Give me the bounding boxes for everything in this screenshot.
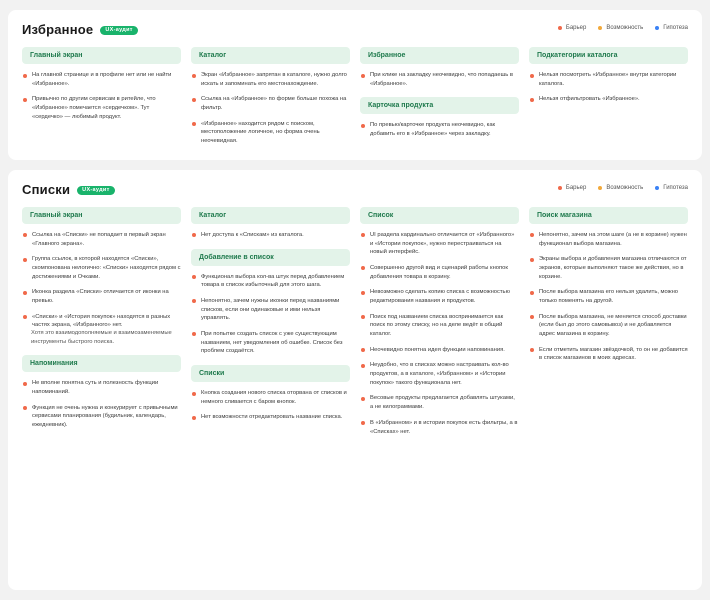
legend	[558, 185, 688, 191]
bullet-icon	[530, 98, 534, 102]
list-item	[361, 121, 519, 138]
list-item	[192, 297, 350, 323]
list-item	[530, 346, 688, 363]
bullet-icon	[530, 233, 534, 237]
bullet-icon	[530, 258, 534, 262]
status-badge: UX-аудит	[100, 26, 137, 36]
card-favorites	[8, 10, 702, 160]
bullet-icon	[361, 421, 365, 425]
item-text: При попытке создать список с уже существующим названием, нет уведомления об ошибке. Список без проблем создаётся.	[201, 330, 343, 355]
list-item	[361, 361, 519, 387]
bullet-icon	[192, 299, 196, 303]
items	[191, 71, 350, 146]
column	[529, 47, 688, 146]
list-item	[361, 264, 519, 281]
group-heading: Напоминания	[22, 355, 181, 372]
group	[191, 365, 350, 422]
item-text: Привычно по другим сервисам в ритейле, что «Избранное» помечается «сердечком». Тут «сердечко» — любимый продукт.	[32, 96, 156, 120]
legend-item-hypothesis	[655, 25, 688, 31]
bullet-icon	[23, 233, 27, 237]
column	[360, 47, 519, 146]
group-heading: Главный экран	[22, 207, 181, 224]
item-text: Совершенно другой вид и сценарий работы кнопок добавления товара в корзину.	[370, 264, 508, 280]
card-lists	[8, 170, 702, 590]
items	[22, 379, 181, 429]
bullet-icon	[192, 275, 196, 279]
list-item	[23, 288, 181, 305]
items	[191, 231, 350, 240]
column	[191, 47, 350, 146]
list-item	[192, 71, 350, 88]
bullet-icon	[23, 315, 27, 319]
items	[22, 231, 181, 330]
list-item	[192, 95, 350, 112]
legend-item-opportunity	[598, 185, 643, 191]
list-item	[192, 231, 350, 240]
bullet-icon	[192, 74, 196, 78]
items	[529, 231, 688, 363]
item-text: В «Избранном» и в истории покупок есть фильтры, а в «Списках» нет.	[370, 419, 518, 435]
items	[191, 389, 350, 422]
items	[529, 71, 688, 104]
legend-label: Возможность	[606, 25, 644, 31]
item-text: Иконка раздела «Списки» отличается от иконки на превью.	[32, 289, 169, 304]
legend-dot-icon	[558, 26, 562, 30]
status-badge: UX-аудит	[77, 186, 114, 196]
group	[22, 47, 181, 121]
list-item	[192, 330, 350, 356]
bullet-icon	[23, 258, 27, 262]
legend-item-barrier	[558, 185, 586, 191]
group	[360, 47, 519, 88]
item-text: Весовые продукты предлагается добавлять штуками, а не килограммами.	[370, 395, 515, 411]
bullet-icon	[530, 315, 534, 319]
group	[191, 47, 350, 146]
legend-item-opportunity	[598, 25, 643, 31]
group-heading: Каталог	[191, 47, 350, 64]
legend-item-hypothesis	[655, 185, 688, 191]
bullet-icon	[23, 291, 27, 295]
bullet-icon	[361, 124, 365, 128]
group	[529, 47, 688, 104]
item-text: Экраны выбора и добавления магазина отличаются от экранов, которые выполняют такое же действия, но в корзине.	[539, 256, 687, 280]
item-text: Группа ссылок, в которой находятся «Списки», скомпонована нелогично: «Списки» находятся рядом с достижениями и Очками.	[32, 256, 181, 280]
list-item	[530, 95, 688, 104]
list-item	[361, 288, 519, 305]
group	[191, 249, 350, 357]
legend-label: Гипотеза	[663, 25, 688, 31]
list-item	[530, 71, 688, 88]
card-header	[22, 22, 688, 37]
group-heading: Главный экран	[22, 47, 181, 64]
legend-label: Барьер	[565, 25, 587, 31]
item-text: Ссылка на «Избранное» по форме больше похожа на фильтр.	[201, 96, 347, 112]
group-heading: Поиск магазина	[529, 207, 688, 224]
bullet-icon	[23, 98, 27, 102]
group-heading: Избранное	[360, 47, 519, 64]
group-heading: Карточка продукта	[360, 97, 519, 114]
list-item	[361, 313, 519, 339]
group	[360, 97, 519, 138]
list-item	[530, 313, 688, 339]
item-text: При клике на закладку неочевидно, что попадаешь в «Избранное».	[370, 72, 513, 87]
column	[529, 207, 688, 436]
items	[191, 273, 350, 357]
item-text: На главной странице и в профиле нет или не найти «Избранное».	[32, 72, 172, 87]
list-item	[192, 413, 350, 422]
item-text: «Списки» и «История покупок» находятся в разных частях экрана, «Избранного» нет.	[32, 313, 171, 329]
bullet-icon	[530, 291, 534, 295]
group	[191, 207, 350, 240]
item-text: Функционал выбора кол-ва штук перед добавлением товара в список избыточный для этого шага.	[201, 273, 345, 289]
bullet-icon	[192, 122, 196, 126]
bullet-icon	[361, 266, 365, 270]
group	[22, 355, 181, 429]
bullet-icon	[23, 74, 27, 78]
bullet-icon	[192, 233, 196, 237]
column	[191, 207, 350, 436]
legend-dot-icon	[655, 186, 659, 190]
columns	[22, 47, 688, 146]
bullet-icon	[361, 348, 365, 352]
bullet-icon	[23, 382, 27, 386]
item-text: Если отметить магазин звёздочкой, то он не добавится в список магазинов в моих адресах.	[539, 346, 688, 362]
item-text: Экран «Избранное» запрятан в каталоге, нужно долго искать и запоминать его местонахождение.	[201, 72, 347, 87]
list-item	[361, 419, 519, 436]
item-text: Неочевидно понятна идея функции напоминания.	[370, 346, 505, 353]
item-text: Нельзя посмотреть «Избранное» внутри категории каталога.	[539, 72, 677, 87]
bullet-icon	[530, 348, 534, 352]
legend-label: Возможность	[606, 184, 644, 191]
item-text: Непонятно, зачем на этом шаге (а не в корзине) нужен функционал выбора магазина.	[539, 231, 687, 247]
list-item	[23, 404, 181, 430]
legend-dot-icon	[558, 186, 562, 190]
columns	[22, 207, 688, 436]
bullet-icon	[361, 364, 365, 368]
list-item	[530, 255, 688, 281]
bullet-icon	[530, 74, 534, 78]
list-item	[23, 95, 181, 121]
page-title: Списки	[22, 181, 71, 197]
list-item	[192, 389, 350, 406]
group-heading: Список	[360, 207, 519, 224]
item-text: Кнопка создания нового списка оторвана от списков и немного сливается с баром кнопок.	[201, 390, 347, 405]
group-heading: Подкатегории каталога	[529, 47, 688, 64]
group-note: Хотя это взаимодополняемые и взаимозаменяемые инструменты быстрого поиска.	[31, 330, 172, 345]
list-item	[23, 71, 181, 88]
legend-dot-icon	[655, 26, 659, 30]
group-heading: Добавление в список	[191, 249, 350, 266]
item-text: Нет возможности отредактировать название списка.	[201, 414, 343, 421]
bullet-icon	[192, 416, 196, 420]
item-text: Непонятно, зачем нужны иконки перед названиями списков, если они одинаковые и ими нельзя управлять.	[201, 297, 340, 322]
list-item	[361, 394, 519, 411]
group-heading: Каталог	[191, 207, 350, 224]
items	[360, 121, 519, 138]
column	[22, 207, 181, 436]
column	[22, 47, 181, 146]
group	[529, 207, 688, 363]
list-item	[361, 71, 519, 88]
list-item	[23, 255, 181, 281]
items	[22, 71, 181, 121]
item-text: По превью/карточке продукта неочевидно, как добавить его в «Избранное» через закладку.	[370, 122, 496, 138]
list-item	[361, 231, 519, 257]
item-text: Поиск под названием списка воспринимается как поиск по этому списку, но на деле ведёт в общий каталог.	[370, 313, 504, 337]
item-text: После выбора магазина, не меняется способ доставки (если был до этого самовывоз) и не добавляется адрес магазина в корзину.	[539, 313, 687, 337]
bullet-icon	[192, 332, 196, 336]
list-item	[192, 120, 350, 146]
list-item	[530, 231, 688, 248]
item-text: Ссылка на «Списки» не попадает в первый экран «Главного экрана».	[32, 231, 166, 247]
list-item	[530, 288, 688, 305]
items	[360, 71, 519, 88]
page-title: Избранное	[22, 22, 94, 37]
legend-label: Гипотеза	[663, 184, 688, 191]
item-text: Нельзя отфильтровать «Избранное».	[539, 96, 640, 103]
legend-dot-icon	[598, 186, 602, 190]
bullet-icon	[23, 406, 27, 410]
legend-dot-icon	[598, 26, 602, 30]
group-heading: Списки	[191, 365, 350, 382]
bullet-icon	[192, 392, 196, 396]
item-text: Невозможно сделать копию списка с возможностью редактирования названия и продуктов.	[370, 289, 510, 304]
bullet-icon	[361, 291, 365, 295]
group	[360, 207, 519, 436]
item-text: Неудобно, что в списках можно настраивать кол-во продуктов, а в каталоге, «Избранном» и «Истории покупок» такого функционала нет.	[370, 362, 509, 386]
list-item	[192, 273, 350, 290]
card-header	[22, 182, 688, 197]
item-text: «Избранное» находится рядом с поиском, местоположение логичное, но форма очень неочевидная.	[201, 120, 320, 145]
bullet-icon	[361, 233, 365, 237]
item-text: После выбора магазина его нельзя удалить, можно только поменять на другой.	[539, 289, 679, 304]
items	[360, 231, 519, 436]
item-text: Функция не очень нужна и конкурирует с привычными сервисами планирования (будильник, календарь, ежедневник).	[32, 404, 178, 429]
list-item	[23, 313, 181, 330]
item-text: Не вполне понятна суть и полезность функции напоминаний.	[32, 380, 159, 396]
list-item	[361, 346, 519, 355]
legend	[558, 25, 688, 31]
group	[22, 207, 181, 347]
column	[360, 207, 519, 436]
bullet-icon	[361, 315, 365, 319]
item-text: UI раздела кардинально отличается от «Избранного» и «Истории покупок», нужно перестраиваться на новый интерфейс.	[370, 231, 515, 256]
legend-label: Барьер	[565, 184, 587, 191]
bullet-icon	[361, 74, 365, 78]
legend-item-barrier	[558, 25, 586, 31]
list-item	[23, 379, 181, 396]
bullet-icon	[192, 98, 196, 102]
list-item	[23, 231, 181, 248]
bullet-icon	[361, 397, 365, 401]
item-text: Нет доступа к «Спискам» из каталога.	[201, 231, 304, 238]
